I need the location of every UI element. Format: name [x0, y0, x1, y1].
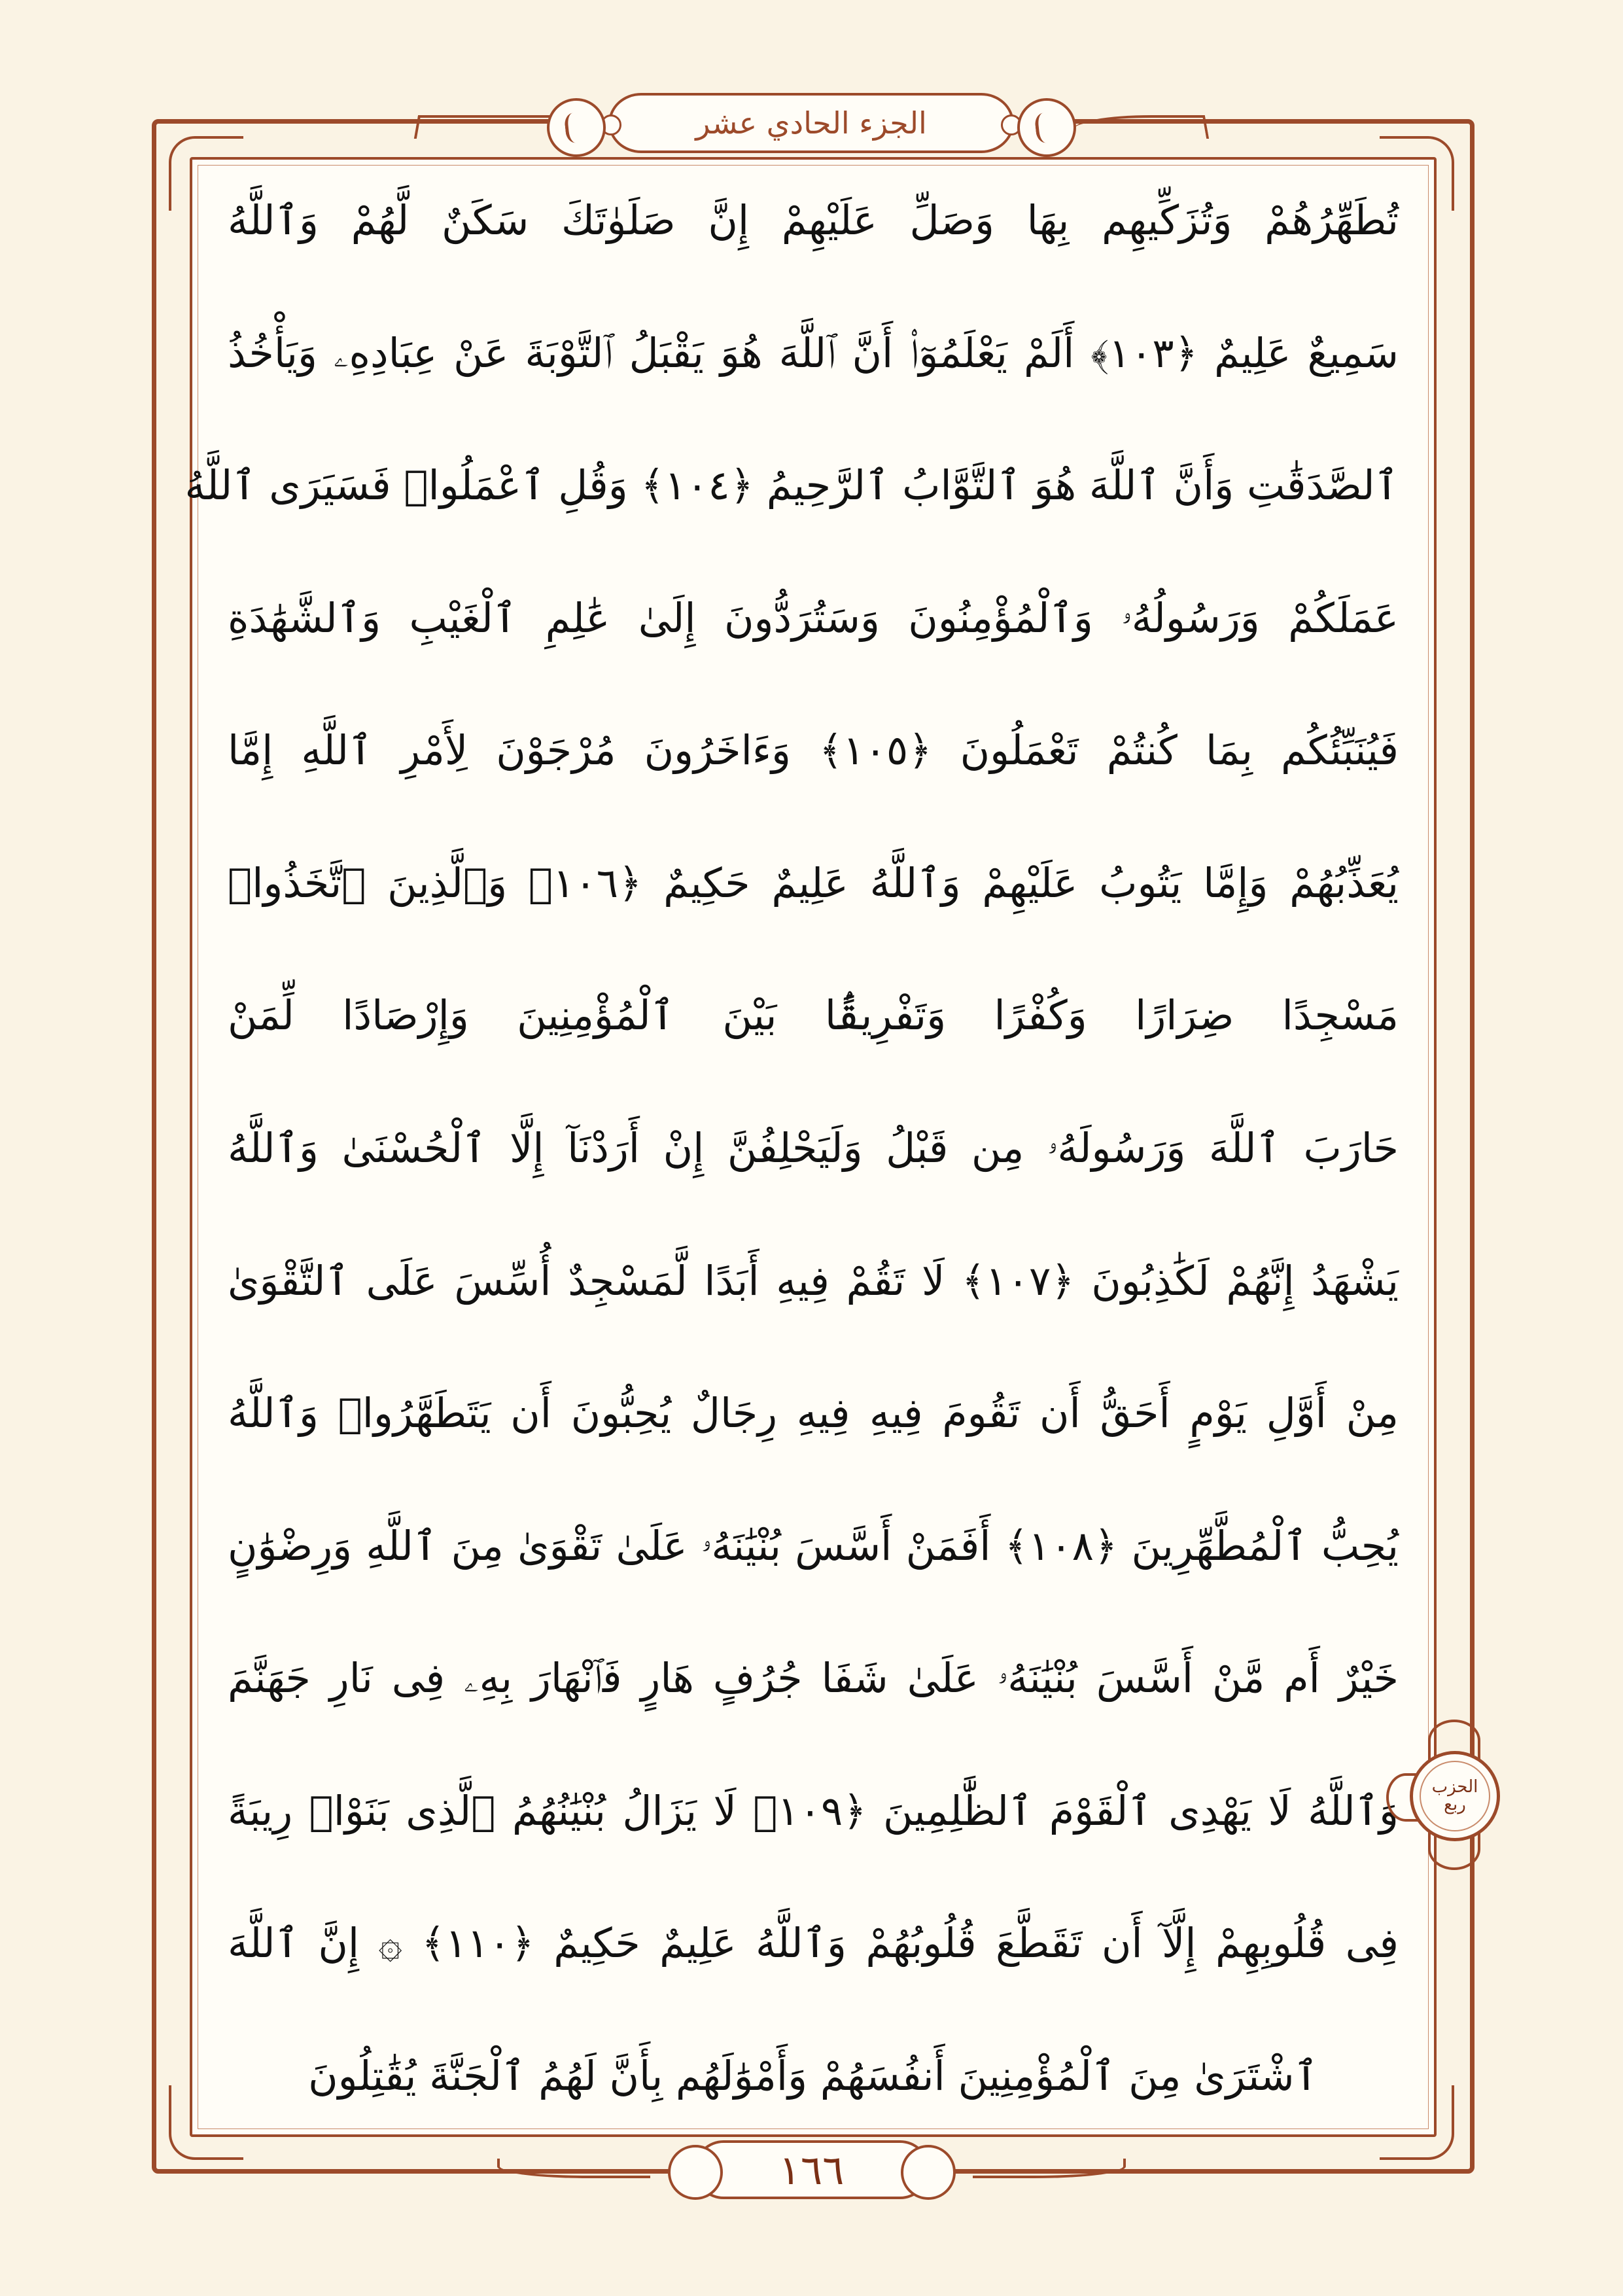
banner-medallion-right-icon — [1017, 98, 1076, 157]
juz-banner — [523, 92, 1099, 154]
quran-line: حَارَبَ ٱللَّهَ وَرَسُولَهُۥ مِن قَبْلُ وَلَيَحْلِفُنَّ إِنْ أَرَدْنَآ إِلَّا ٱلْحُسْنَىٰ وَٱللَّهُ — [228, 1123, 1399, 1172]
juz-plate — [608, 93, 1014, 153]
quran-line: فَيُنَبِّئُكُم بِمَا كُنتُمْ تَعْمَلُونَ ﴿١٠٥﴾ وَءَاخَرُونَ مُرْجَوْنَ لِأَمْرِ ٱللَّهِ إِمَّا — [228, 726, 1399, 775]
quran-line: تُطَهِّرُهُمْ وَتُزَكِّيهِم بِهَا وَصَلِّ عَلَيْهِمْ إِنَّ صَلَوٰتَكَ سَكَنٌ لَّهُمْ وَٱللَّهُ — [228, 196, 1399, 244]
banner-medallion-left-icon — [547, 98, 606, 157]
quran-line: يُعَذِّبُهُمْ وَإِمَّا يَتُوبُ عَلَيْهِمْ وَٱللَّهُ عَلِيمٌ حَكِيمٌ ﴿١٠٦﴾ وَٱلَّذِينَ ٱتَّخَذُوا۟ — [228, 858, 1399, 907]
hizb-ring-inner — [1420, 1761, 1490, 1831]
quran-line: فِى قُلُوبِهِمْ إِلَّآ أَن تَقَطَّعَ قُلُوبُهُمْ وَٱللَّهُ عَلِيمٌ حَكِيمٌ ﴿١١٠﴾ ۞ إِنَّ ٱللَّهَ — [228, 1919, 1399, 1968]
corner-ornament-bottom-left — [169, 2085, 243, 2160]
quran-line: وَٱللَّهُ لَا يَهْدِى ٱلْقَوْمَ ٱلظَّٰلِمِينَ ﴿١٠٩﴾ لَا يَزَالُ بُنْيَٰنُهُمُ ٱلَّذِى بَنَوْا۟ رِيبَةً — [228, 1786, 1399, 1835]
quran-text-block — [184, 191, 1410, 2108]
page-number-plate — [694, 2140, 930, 2199]
page-plate-wing-left — [497, 2159, 650, 2178]
hizb-medallion — [1386, 1720, 1517, 1870]
page-number-text: ١٦٦ — [778, 2146, 845, 2194]
juz-header-text: الجزء الحادي عشر — [695, 105, 927, 141]
quran-line: يُحِبُّ ٱلْمُطَّهِّرِينَ ﴿١٠٨﴾ أَفَمَنْ أَسَّسَ بُنْيَٰنَهُۥ عَلَىٰ تَقْوَىٰ مِنَ ٱللَّهِ وَرِضْوَٰنٍ — [228, 1521, 1399, 1570]
quran-line: مِنْ أَوَّلِ يَوْمٍ أَحَقُّ أَن تَقُومَ فِيهِ فِيهِ رِجَالٌ يُحِبُّونَ أَن يَتَطَهَّرُوا۟ وَٱللَّهُ — [228, 1389, 1399, 1438]
quran-line: ٱلصَّدَقَٰتِ وَأَنَّ ٱللَّهَ هُوَ ٱلتَّوَّابُ ٱلرَّحِيمُ ﴿١٠٤﴾ وَقُلِ ٱعْمَلُوا۟ فَسَيَرَى ٱللَّهُ — [184, 461, 1399, 510]
corner-ornament-bottom-right — [1380, 2085, 1454, 2160]
hizb-label-line2: ربع — [1444, 1795, 1466, 1814]
page-plate-wing-right — [973, 2159, 1126, 2178]
quran-line: عَمَلَكُمْ وَرَسُولُهُۥ وَٱلْمُؤْمِنُونَ وَسَتُرَدُّونَ إِلَىٰ عَٰلِمِ ٱلْغَيْبِ وَٱلشَّهَٰدَةِ — [228, 593, 1399, 642]
quran-line: سَمِيعٌ عَلِيمٌ ﴿١٠٣﴾ أَلَمْ يَعْلَمُوٓا۟ أَنَّ ٱللَّهَ هُوَ يَقْبَلُ ٱلتَّوْبَةَ عَنْ عِبَادِهِۦ وَيَأْخُذُ — [228, 328, 1399, 377]
quran-line: خَيْرٌ أَم مَّنْ أَسَّسَ بُنْيَٰنَهُۥ عَلَىٰ شَفَا جُرُفٍ هَارٍ فَٱنْهَارَ بِهِۦ فِى نَارِ جَهَنَّمَ — [228, 1654, 1399, 1703]
hizb-label-line1: الحزب — [1431, 1776, 1478, 1797]
quran-line: ٱشْتَرَىٰ مِنَ ٱلْمُؤْمِنِينَ أَنفُسَهُمْ وَأَمْوَٰلَهُم بِأَنَّ لَهُمُ ٱلْجَنَّةَ يُقَٰتِلُونَ — [308, 2051, 1318, 2100]
quran-line: يَشْهَدُ إِنَّهُمْ لَكَٰذِبُونَ ﴿١٠٧﴾ لَا تَقُمْ فِيهِ أَبَدًا لَّمَسْجِدٌ أُسِّسَ عَلَى ٱلتَّقْوَىٰ — [228, 1256, 1399, 1305]
corner-ornament-top-left — [169, 136, 243, 211]
quran-line: مَسْجِدًا ضِرَارًا وَكُفْرًا وَتَفْرِيقًۢا بَيْنَ ٱلْمُؤْمِنِينَ وَإِرْصَادًا لِّمَنْ — [228, 991, 1399, 1040]
hizb-ring — [1410, 1751, 1500, 1841]
corner-ornament-top-right — [1380, 136, 1454, 211]
